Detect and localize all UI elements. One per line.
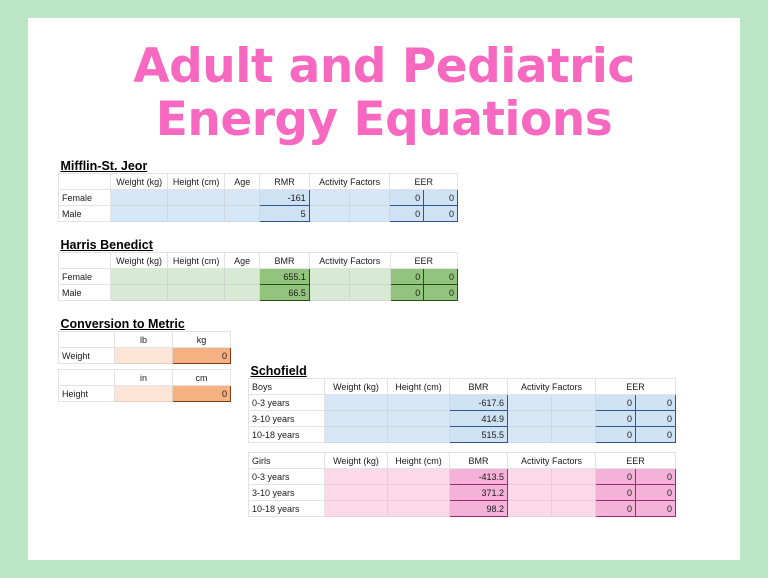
mifflin-table: [58, 158, 458, 231]
col-height: Height (cm): [388, 453, 450, 469]
col-eer: EER: [390, 174, 458, 190]
boys-10-18-bmr[interactable]: 515.5: [450, 427, 508, 443]
col-eer: EER: [596, 379, 676, 395]
harris-female-weight-input[interactable]: [111, 269, 168, 285]
mifflin-title: Mifflin-St. Jeor: [60, 158, 148, 173]
mifflin-female-age-input[interactable]: [225, 190, 260, 206]
col-weight: Weight (kg): [111, 174, 168, 190]
boys-10-18-height-input[interactable]: [388, 427, 450, 443]
mifflin-male-af1[interactable]: [309, 206, 349, 222]
mifflin-male-af2[interactable]: [350, 206, 390, 222]
mifflin-male-eer1[interactable]: 0: [390, 206, 424, 222]
boys-10-18-weight-input[interactable]: [325, 427, 388, 443]
table-row: [59, 206, 458, 222]
schofield-title-row: [249, 363, 676, 379]
mifflin-title-row: [59, 158, 458, 174]
boys-0-3-af1[interactable]: [508, 395, 552, 411]
mifflin-male-rmr[interactable]: 5: [260, 206, 309, 222]
mifflin-female-weight-input[interactable]: [111, 190, 168, 206]
boys-3-10-af1[interactable]: [508, 411, 552, 427]
girls-3-10-height-input[interactable]: [388, 485, 450, 501]
girls-0-3-height-input[interactable]: [388, 469, 450, 485]
table-row: [59, 269, 458, 285]
girls-10-18-af2[interactable]: [552, 501, 596, 517]
group-label-boys: Boys: [249, 379, 325, 395]
boys-3-10-bmr[interactable]: 414.9: [450, 411, 508, 427]
boys-3-10-weight-input[interactable]: [325, 411, 388, 427]
schofield-title: Schofield: [250, 363, 307, 378]
girls-3-10-af2[interactable]: [552, 485, 596, 501]
harris-table: [58, 237, 458, 310]
girls-10-18-height-input[interactable]: [388, 501, 450, 517]
boys-3-10-eer1[interactable]: 0: [596, 411, 636, 427]
harris-title-row: [59, 237, 458, 253]
harris-male-eer1[interactable]: 0: [390, 285, 424, 301]
group-label-girls: Girls: [249, 453, 325, 469]
title-line-1: Adult and Pediatric: [133, 39, 635, 94]
girls-0-3-eer1[interactable]: 0: [596, 469, 636, 485]
boys-0-3-eer2[interactable]: 0: [636, 395, 676, 411]
row-label-boys-3-10: 3-10 years: [249, 411, 325, 427]
weight-kg-output[interactable]: 0: [173, 348, 231, 364]
col-eer: EER: [390, 253, 457, 269]
harris-male-weight-input[interactable]: [111, 285, 168, 301]
mifflin-male-height-input[interactable]: [168, 206, 225, 222]
col-bmr: BMR: [450, 453, 508, 469]
col-activity-factors: Activity Factors: [309, 253, 390, 269]
harris-male-af1[interactable]: [309, 285, 349, 301]
harris-female-height-input[interactable]: [168, 269, 225, 285]
harris-female-af2[interactable]: [350, 269, 390, 285]
conversion-height-header: [59, 370, 231, 386]
conversion-table: [58, 316, 231, 402]
table-row: [249, 427, 676, 443]
boys-3-10-eer2[interactable]: 0: [636, 411, 676, 427]
harris-header-row: [59, 253, 458, 269]
table-row: [249, 469, 676, 485]
table-row: [59, 386, 231, 402]
girls-3-10-bmr[interactable]: 371.2: [450, 485, 508, 501]
row-label-female: Female: [59, 269, 111, 285]
mifflin-female-af2[interactable]: [350, 190, 390, 206]
title-line-2: Energy Equations: [155, 92, 613, 147]
row-label-male: Male: [59, 285, 111, 301]
table-row: [249, 395, 676, 411]
row-label-girls-3-10: 3-10 years: [249, 485, 325, 501]
col-eer: EER: [596, 453, 676, 469]
boys-10-18-af2[interactable]: [552, 427, 596, 443]
harris-female-eer2[interactable]: 0: [424, 269, 458, 285]
table-row: [249, 501, 676, 517]
conversion-weight-header: [59, 332, 231, 348]
harris-male-height-input[interactable]: [168, 285, 225, 301]
spacer-row: [249, 443, 676, 453]
girls-0-3-eer2[interactable]: 0: [636, 469, 676, 485]
schofield-table: [248, 363, 676, 517]
harris-female-af1[interactable]: [309, 269, 349, 285]
col-blank: [59, 174, 111, 190]
girls-0-3-weight-input[interactable]: [325, 469, 388, 485]
col-blank: [59, 332, 115, 348]
boys-0-3-bmr[interactable]: -617.6: [450, 395, 508, 411]
harris-female-eer1[interactable]: 0: [390, 269, 424, 285]
col-blank: [59, 370, 115, 386]
conversion-title: Conversion to Metric: [60, 316, 185, 331]
mifflin-header-row: [59, 174, 458, 190]
col-weight: Weight (kg): [325, 379, 388, 395]
col-unit-kg: kg: [173, 332, 231, 348]
col-bmr: BMR: [260, 253, 310, 269]
col-weight: Weight (kg): [325, 453, 388, 469]
mifflin-male-eer2[interactable]: 0: [424, 206, 458, 222]
mifflin-female-rmr[interactable]: -161: [260, 190, 309, 206]
girls-10-18-af1[interactable]: [508, 501, 552, 517]
girls-10-18-weight-input[interactable]: [325, 501, 388, 517]
mifflin-female-height-input[interactable]: [168, 190, 225, 206]
harris-female-bmr[interactable]: 655.1: [260, 269, 310, 285]
girls-10-18-eer2[interactable]: 0: [636, 501, 676, 517]
col-height: Height (cm): [168, 253, 225, 269]
boys-10-18-eer1[interactable]: 0: [596, 427, 636, 443]
row-label-height: Height: [59, 386, 115, 402]
col-unit-cm: cm: [173, 370, 231, 386]
row-label-girls-0-3: 0-3 years: [249, 469, 325, 485]
harris-male-af2[interactable]: [350, 285, 390, 301]
boys-10-18-eer2[interactable]: 0: [636, 427, 676, 443]
harris-male-age-input[interactable]: [225, 285, 260, 301]
col-bmr: BMR: [450, 379, 508, 395]
col-activity-factors: Activity Factors: [508, 379, 596, 395]
schofield-boys-header-row: [249, 379, 676, 395]
spacer-row: [59, 301, 458, 311]
table-row: [249, 485, 676, 501]
col-rmr: RMR: [260, 174, 309, 190]
schofield-block: [248, 363, 714, 517]
boys-0-3-height-input[interactable]: [388, 395, 450, 411]
girls-0-3-af1[interactable]: [508, 469, 552, 485]
harris-female-age-input[interactable]: [225, 269, 260, 285]
girls-0-3-af2[interactable]: [552, 469, 596, 485]
girls-3-10-weight-input[interactable]: [325, 485, 388, 501]
mifflin-male-weight-input[interactable]: [111, 206, 168, 222]
col-height: Height (cm): [388, 379, 450, 395]
mifflin-female-eer2[interactable]: 0: [424, 190, 458, 206]
mifflin-female-af1[interactable]: [309, 190, 349, 206]
col-weight: Weight (kg): [111, 253, 168, 269]
page-title: [28, 40, 740, 146]
girls-10-18-bmr[interactable]: 98.2: [450, 501, 508, 517]
col-age: Age: [225, 253, 260, 269]
harris-male-eer2[interactable]: 0: [424, 285, 458, 301]
mifflin-male-age-input[interactable]: [225, 206, 260, 222]
girls-3-10-af1[interactable]: [508, 485, 552, 501]
height-cm-output[interactable]: 0: [173, 386, 231, 402]
row-label-boys-0-3: 0-3 years: [249, 395, 325, 411]
boys-0-3-eer1[interactable]: 0: [596, 395, 636, 411]
spacer-row: [59, 222, 458, 232]
row-label-male: Male: [59, 206, 111, 222]
schofield-girls-header-row: [249, 453, 676, 469]
slide-canvas: [28, 18, 740, 560]
table-row: [59, 190, 458, 206]
col-unit-lb: lb: [115, 332, 173, 348]
row-label-weight: Weight: [59, 348, 115, 364]
col-activity-factors: Activity Factors: [508, 453, 596, 469]
table-row: [59, 285, 458, 301]
col-blank: [59, 253, 111, 269]
height-in-input[interactable]: [115, 386, 173, 402]
girls-0-3-bmr[interactable]: -413.5: [450, 469, 508, 485]
boys-3-10-af2[interactable]: [552, 411, 596, 427]
col-height: Height (cm): [168, 174, 225, 190]
girls-3-10-eer1[interactable]: 0: [596, 485, 636, 501]
harris-title: Harris Benedict: [60, 237, 153, 252]
table-row: [59, 348, 231, 364]
boys-0-3-weight-input[interactable]: [325, 395, 388, 411]
row-label-girls-10-18: 10-18 years: [249, 501, 325, 517]
harris-male-bmr[interactable]: 66.5: [260, 285, 310, 301]
col-unit-in: in: [115, 370, 173, 386]
girls-10-18-eer1[interactable]: 0: [596, 501, 636, 517]
girls-3-10-eer2[interactable]: 0: [636, 485, 676, 501]
boys-3-10-height-input[interactable]: [388, 411, 450, 427]
conversion-title-row: [59, 316, 231, 332]
table-row: [249, 411, 676, 427]
row-label-female: Female: [59, 190, 111, 206]
col-activity-factors: Activity Factors: [309, 174, 390, 190]
weight-lb-input[interactable]: [115, 348, 173, 364]
row-label-boys-10-18: 10-18 years: [249, 427, 325, 443]
col-age: Age: [225, 174, 260, 190]
boys-10-18-af1[interactable]: [508, 427, 552, 443]
mifflin-female-eer1[interactable]: 0: [390, 190, 424, 206]
boys-0-3-af2[interactable]: [552, 395, 596, 411]
